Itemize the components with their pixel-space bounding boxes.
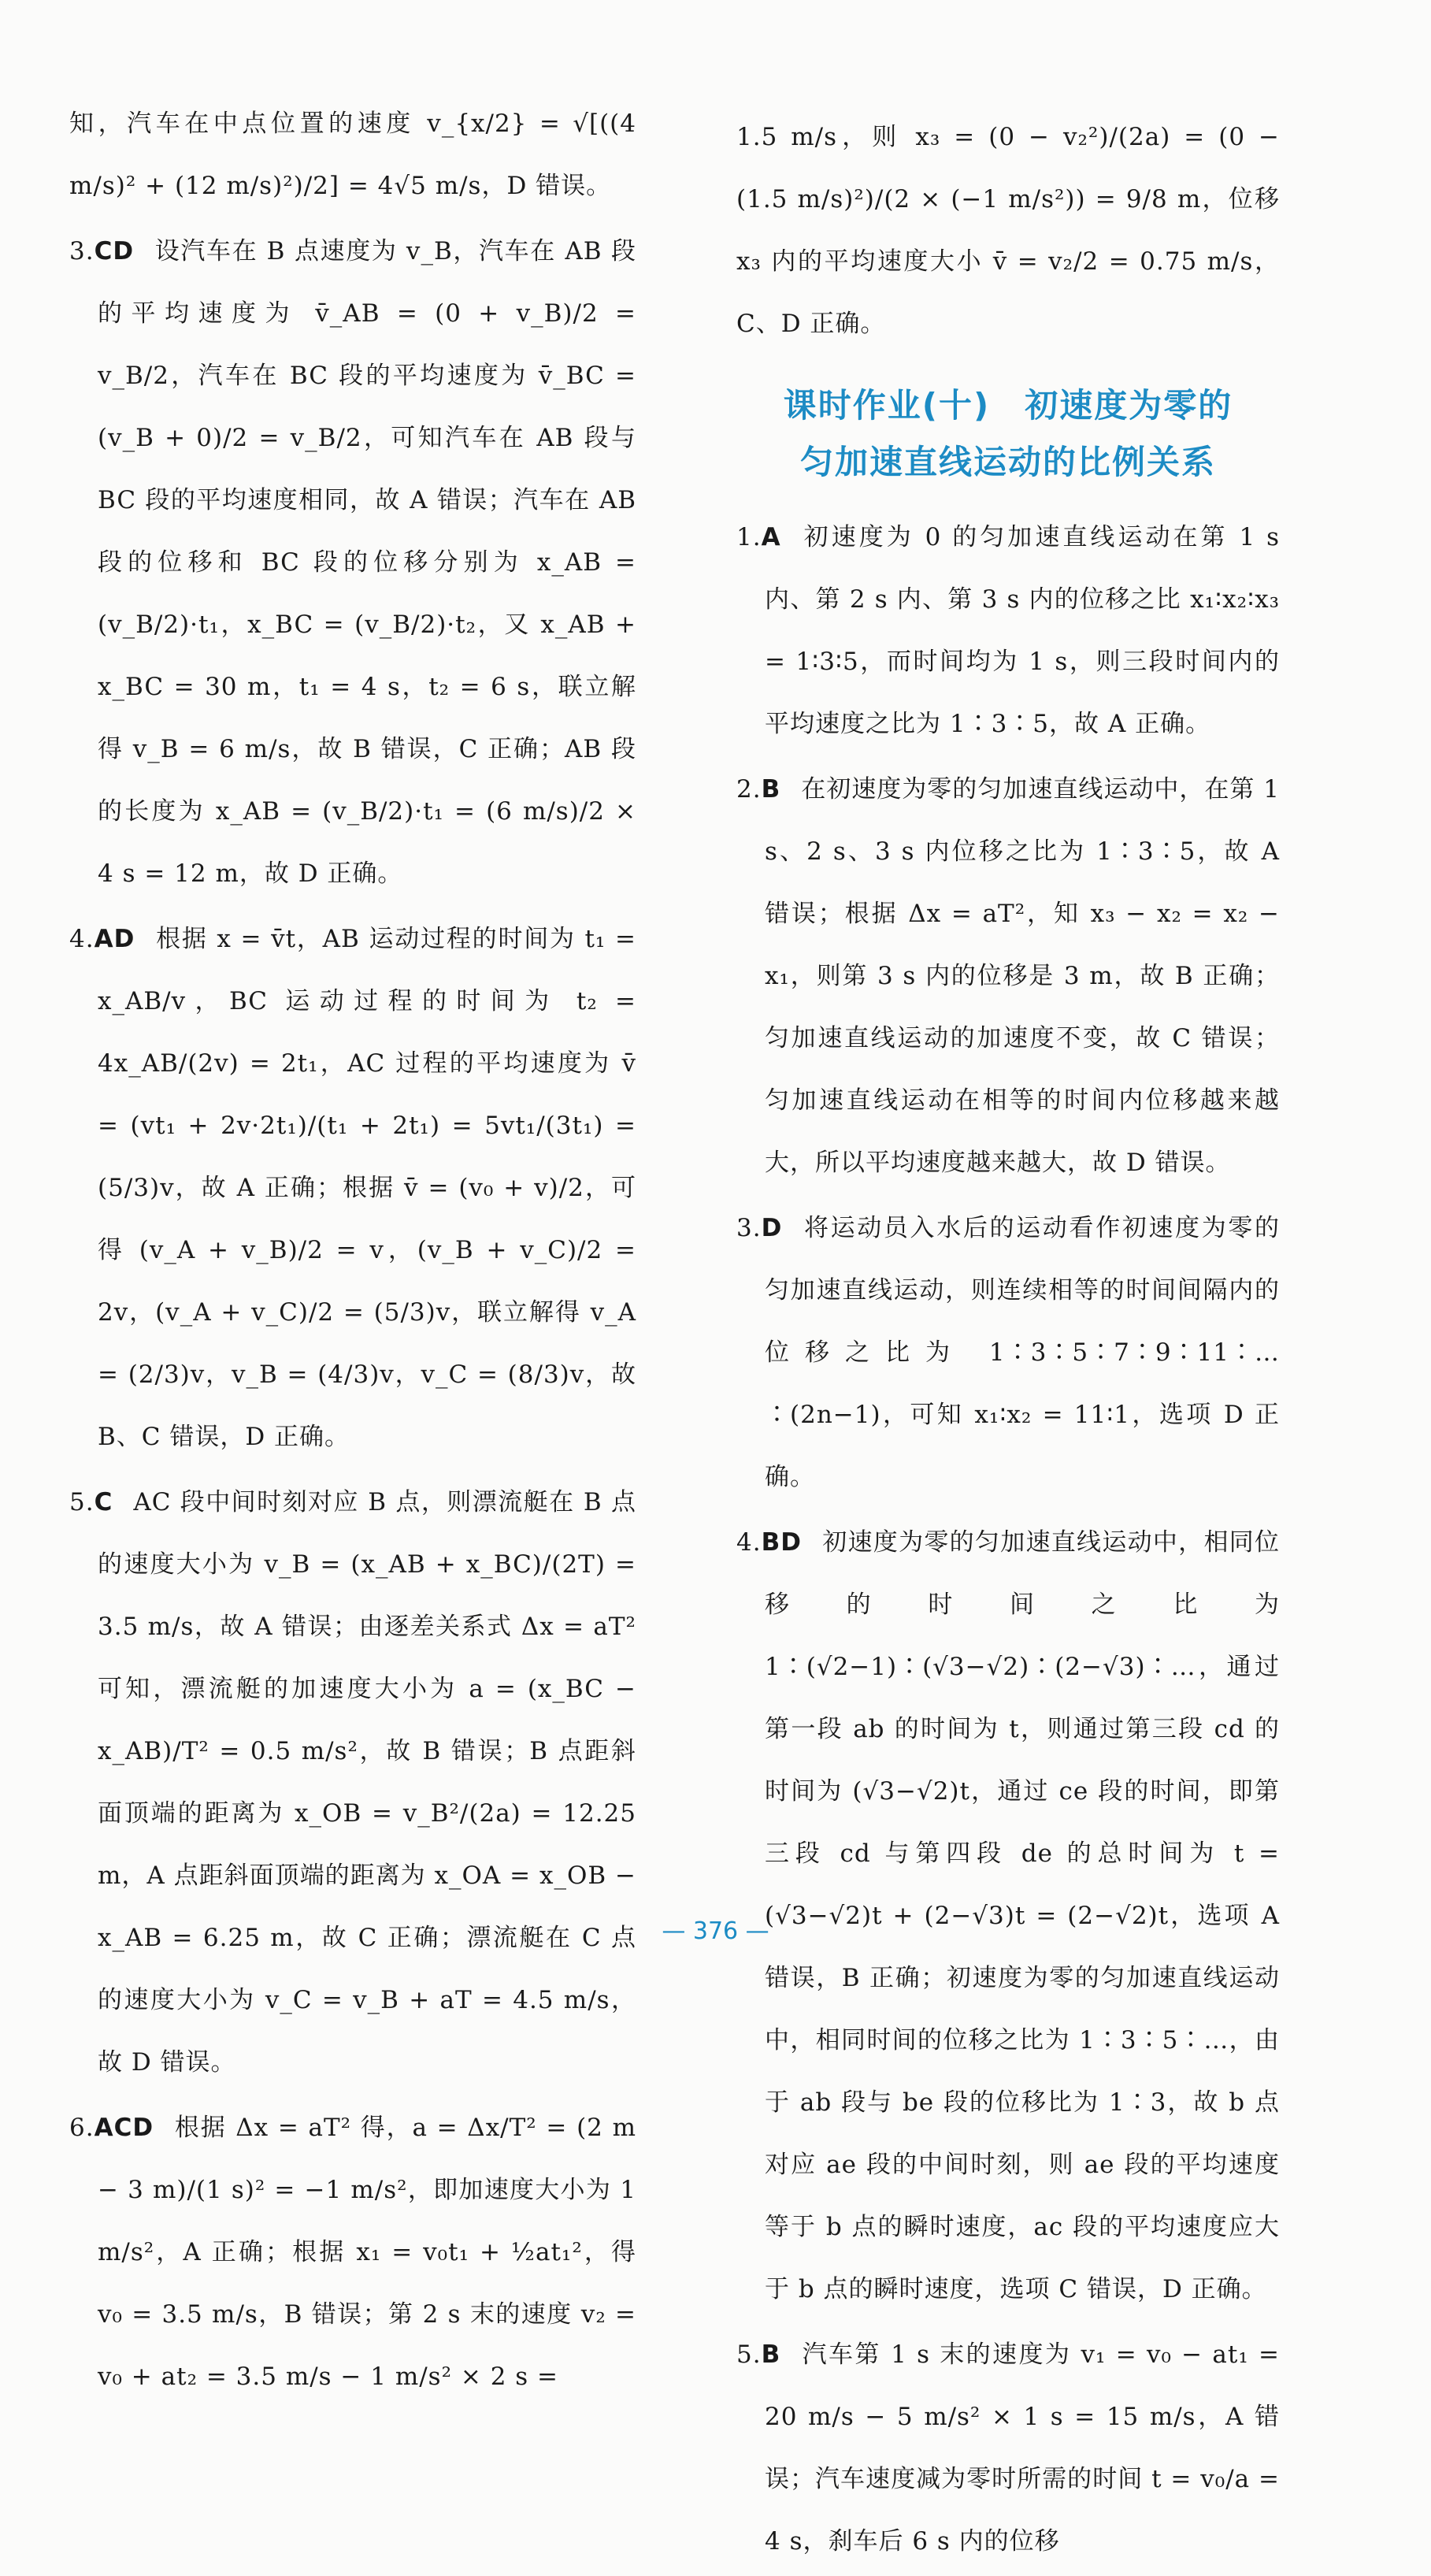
right-column (736, 106, 1280, 2576)
item-number: 5. (69, 1488, 95, 1516)
item-number: 4. (69, 925, 95, 953)
item-text: 汽车第 1 s 末的速度为 v₁ = v₀ − at₁ = 20 m/s − 5 m/s² × 1 s = 15 m/s，A 错误；汽车速度减为零时所需的时间 t = v₀/a = 4 s，刹车后 6 s 内的位移 (765, 2340, 1280, 2556)
left-paragraph: 知，汽车在中点位置的速度 v_{x/2} = √[((4 m/s)² + (12 m/s)²)/2] = 4√5 m/s，D 错误。 (69, 109, 636, 200)
item-answer: B (761, 2340, 781, 2369)
answer-item-5 (736, 2324, 1280, 2573)
section-title-line-2: 匀加速直线运动的比例关系 (799, 443, 1216, 481)
answer-item-2 (736, 759, 1280, 1194)
item-answer: AD (94, 925, 135, 953)
answer-item-3 (69, 221, 636, 905)
item-text: 将运动员入水后的运动看作初速度为零的匀加速直线运动，则连续相等的时间间隔内的位移之比为 1∶3∶5∶7∶9∶11∶…∶(2n−1)，可知 x₁∶x₂ = 11∶1，选项 D 正确。 (765, 1214, 1280, 1491)
item-text: 设汽车在 B 点速度为 v_B，汽车在 AB 段的平均速度为 v̄_AB = (0 + v_B)/2 = v_B/2，汽车在 BC 段的平均速度为 v̄_BC = (v_B + 0)/2 = v_B/2，可知汽车在 AB 段与 BC 段的平均速度相同，故 A 错误；汽车在 AB 段的位移和 BC 段的位移分别为 x_AB = (v_B/2)·t₁，x_BC = (v_B/2)·t₂，又 x_AB + x_BC = 30 m，t₁ = 4 s，t₂ = 6 s，联立解得 v_B = 6 m/s，故 B 错误，C 正确；AB 段的长度为 x_AB = (v_B/2)·t₁ = (6 m/s)/2 × 4 s = 12 m，故 D 正确。 (98, 237, 636, 888)
item-number: 3. (69, 237, 95, 265)
answer-item-4 (69, 908, 636, 1468)
answer-item-5 (69, 1472, 636, 2094)
item-number: 1. (736, 523, 762, 551)
item-answer: D (761, 1214, 783, 1242)
section-title-line-1: 课时作业(十) 初速度为零的 (783, 386, 1233, 425)
item-text: 初速度为 0 的匀加速直线运动在第 1 s 内、第 2 s 内、第 3 s 内的位移之比 x₁∶x₂∶x₃ = 1∶3∶5，而时间均为 1 s，则三段时间内的平均速度之比为 1∶3∶5，故 A 正确。 (765, 523, 1280, 738)
left-column (69, 93, 636, 2411)
item-number: 5. (736, 2340, 762, 2369)
item-answer: A (761, 523, 781, 551)
answer-item-4 (736, 1512, 1280, 2321)
section-title (736, 377, 1280, 491)
answer-item-6 (69, 2097, 636, 2408)
item-number: 4. (736, 1528, 762, 1557)
item-text: 根据 x = v̄t，AB 运动过程的时间为 t₁ = x_AB/v，BC 运动过程的时间为 t₂ = 4x_AB/(2v) = 2t₁，AC 过程的平均速度为 v̄ = (vt₁ + 2v·2t₁)/(t₁ + 2t₁) = 5vt₁/(3t₁) = (5/3)v，故 A 正确；根据 v̄ = (v₀ + v)/2，可得 (v_A + v_B)/2 = v，(v_B + v_C)/2 = 2v，(v_A + v_C)/2 = (5/3)v，联立解得 v_A = (2/3)v，v_B = (4/3)v，v_C = (8/3)v，故 B、C 错误，D 正确。 (98, 925, 636, 1451)
answer-item-3 (736, 1197, 1280, 1509)
page-number: — 376 — (662, 1917, 769, 1945)
right-paragraph: 1.5 m/s，则 x₃ = (0 − v₂²)/(2a) = (0 − (1.5 m/s)²)/(2 × (−1 m/s²)) = 9/8 m，位移 x₃ 内的平均速度大小 v̄ = v₂/2 = 0.75 m/s，C、D 正确。 (736, 123, 1280, 338)
item-answer: BD (761, 1528, 802, 1557)
item-number: 6. (69, 2114, 95, 2142)
item-answer: C (94, 1488, 113, 1516)
item-text: AC 段中间时刻对应 B 点，则漂流艇在 B 点的速度大小为 v_B = (x_AB + x_BC)/(2T) = 3.5 m/s，故 A 错误；由逐差关系式 Δx = aT² 可知，漂流艇的加速度大小为 a = (x_BC − x_AB)/T² = 0.5 m/s²，故 B 错误；B 点距斜面顶端的距离为 x_OB = v_B²/(2a) = 12.25 m，A 点距斜面顶端的距离为 x_OA = x_OB − x_AB = 6.25 m，故 C 正确；漂流艇在 C 点的速度大小为 v_C = v_B + aT = 4.5 m/s，故 D 错误。 (98, 1488, 636, 2077)
item-number: 3. (736, 1214, 762, 1242)
item-answer: ACD (94, 2114, 154, 2142)
item-answer: B (761, 775, 781, 804)
item-answer: CD (94, 237, 135, 265)
item-number: 2. (736, 775, 762, 804)
item-text: 初速度为零的匀加速直线运动中，相同位移的时间之比为 1∶(√2−1)∶(√3−√2)∶(2−√3)∶…，通过第一段 ab 的时间为 t，则通过第三段 cd 的时间为 (√3−√2)t，通过 ce 段的时间，即第三段 cd 与第四段 de 的总时间为 t = (√3−√2)t + (2−√3)t = (2−√2)t，选项 A 错误，B 正确；初速度为零的匀加速直线运动中，相同时间的位移之比为 1∶3∶5∶…，由于 ab 段与 be 段的位移比为 1∶3，故 b 点对应 ae 段的中间时刻，则 ae 段的平均速度等于 b 点的瞬时速度，ac 段的平均速度应大于 b 点的瞬时速度，选项 C 错误，D 正确。 (765, 1528, 1280, 2303)
item-text: 在初速度为零的匀加速直线运动中，在第 1 s、2 s、3 s 内位移之比为 1∶3∶5，故 A 错误；根据 Δx = aT²，知 x₃ − x₂ = x₂ − x₁，则第 3 s 内的位移是 3 m，故 B 正确；匀加速直线运动的加速度不变，故 C 错误；匀加速直线运动在相等的时间内位移越来越大，所以平均速度越来越大，故 D 错误。 (765, 775, 1280, 1177)
answer-item-1 (736, 507, 1280, 755)
item-text: 根据 Δx = aT² 得，a = Δx/T² = (2 m − 3 m)/(1 s)² = −1 m/s²，即加速度大小为 1 m/s²，A 正确；根据 x₁ = v₀t₁ + ½at₁²，得 v₀ = 3.5 m/s，B 错误；第 2 s 末的速度 v₂ = v₀ + at₂ = 3.5 m/s − 1 m/s² × 2 s = (98, 2114, 636, 2391)
